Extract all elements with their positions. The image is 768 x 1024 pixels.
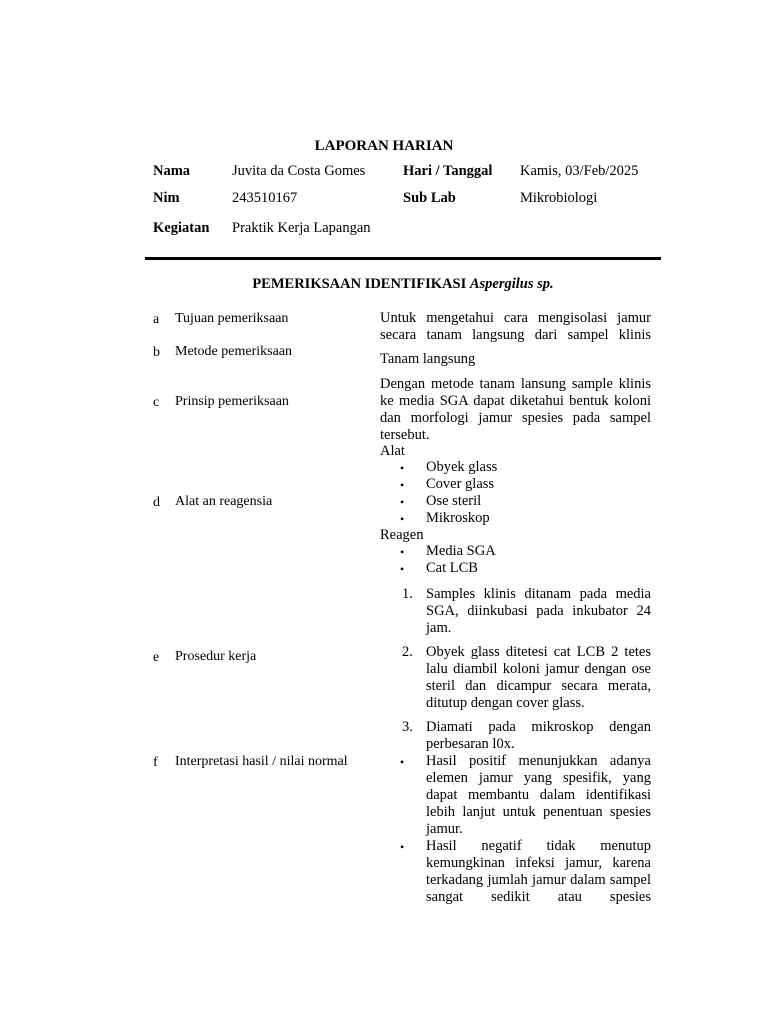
row-label-tujuan: Tujuan pemeriksaan: [175, 311, 289, 326]
prosedur-step: Samples klinis ditanam pada media SGA, diinkubasi pada inkubator 24 jam.: [426, 586, 651, 636]
section-title-species: Aspergilus sp.: [469, 276, 554, 292]
step-number: 3.: [402, 719, 413, 735]
bullet-icon: •: [400, 512, 405, 526]
bullet-icon: •: [400, 562, 405, 576]
row-label-metode: Metode pemeriksaan: [175, 344, 293, 359]
tujuan-line-2: secara tanam langsung dari sampel klinis: [380, 327, 651, 343]
kegiatan-value: Praktik Kerja Lapangan: [232, 220, 371, 236]
bullet-icon: •: [400, 840, 405, 854]
nama-label: Nama: [153, 163, 191, 179]
row-letter-d: d: [153, 495, 160, 510]
step-number: 1.: [402, 586, 413, 602]
tujuan-line-1: Untuk mengetahui cara mengisolasi jamur: [380, 310, 651, 326]
reagen-heading: Reagen: [380, 527, 424, 543]
bullet-icon: •: [400, 495, 405, 509]
alat-item: Obyek glass: [426, 459, 498, 475]
row-label-alat: Alat an reagensia: [175, 494, 273, 509]
reagen-item: Cat LCB: [426, 560, 478, 576]
bullet-icon: •: [400, 478, 405, 492]
row-letter-a: a: [153, 312, 160, 327]
nim-value: 243510167: [232, 190, 298, 206]
hari-tanggal-value: Kamis, 03/Feb/2025: [520, 163, 639, 179]
nim-label: Nim: [153, 190, 180, 206]
interpretasi-item: Hasil negatif tidak menutup kemungkinan infeksi jamur, karena terkadang jumlah jamur dalam sampel sangat sedikit atau spesies: [426, 838, 651, 905]
alat-item: Cover glass: [426, 476, 495, 492]
row-label-interpretasi: Interpretasi hasil / nilai normal: [175, 754, 348, 769]
row-letter-b: b: [153, 345, 160, 360]
kegiatan-label: Kegiatan: [153, 220, 210, 236]
report-title: LAPORAN HARIAN: [314, 138, 454, 154]
row-letter-c: c: [153, 395, 160, 410]
reagen-item: Media SGA: [426, 543, 496, 559]
alat-item: Mikroskop: [426, 510, 490, 526]
sub-lab-label: Sub Lab: [403, 190, 456, 206]
bullet-icon: •: [400, 545, 405, 559]
bullet-icon: •: [400, 461, 405, 475]
row-letter-e: e: [153, 650, 160, 665]
row-label-prosedur: Prosedur kerja: [175, 649, 257, 664]
prosedur-step: Diamati pada mikroskop dengan perbesaran l0x.: [426, 719, 651, 752]
section-title: [0, 276, 768, 293]
alat-item: Ose steril: [426, 493, 482, 509]
row-letter-f: f: [153, 755, 158, 770]
header-divider: [145, 257, 661, 260]
hari-tanggal-label: Hari / Tanggal: [403, 163, 493, 179]
step-number: 2.: [402, 644, 413, 660]
interpretasi-item: Hasil positif menunjukkan adanya elemen jamur yang spesifik, yang dapat membantu dalam identifikasi lebih lanjut untuk penentuan spesies jamur.: [426, 753, 651, 837]
sub-lab-value: Mikrobiologi: [520, 190, 598, 206]
alat-heading: Alat: [380, 443, 405, 459]
prosedur-step: Obyek glass ditetesi cat LCB 2 tetes lalu diambil koloni jamur dengan ose steril dan dicampur secara merata, ditutup dengan cover glass.: [426, 644, 651, 711]
metode-value: Tanam langsung: [380, 351, 476, 367]
row-label-prinsip: Prinsip pemeriksaan: [175, 394, 289, 409]
nama-value: Juvita da Costa Gomes: [232, 163, 366, 179]
bullet-icon: •: [400, 755, 405, 769]
prinsip-text: Dengan metode tanam lansung sample klinis ke media SGA dapat diketahui bentuk koloni dan morfologi jamur spesies pada sampel tersebut.: [380, 376, 651, 443]
section-title-prefix: PEMERIKSAAN IDENTIFIKASI: [252, 276, 467, 292]
